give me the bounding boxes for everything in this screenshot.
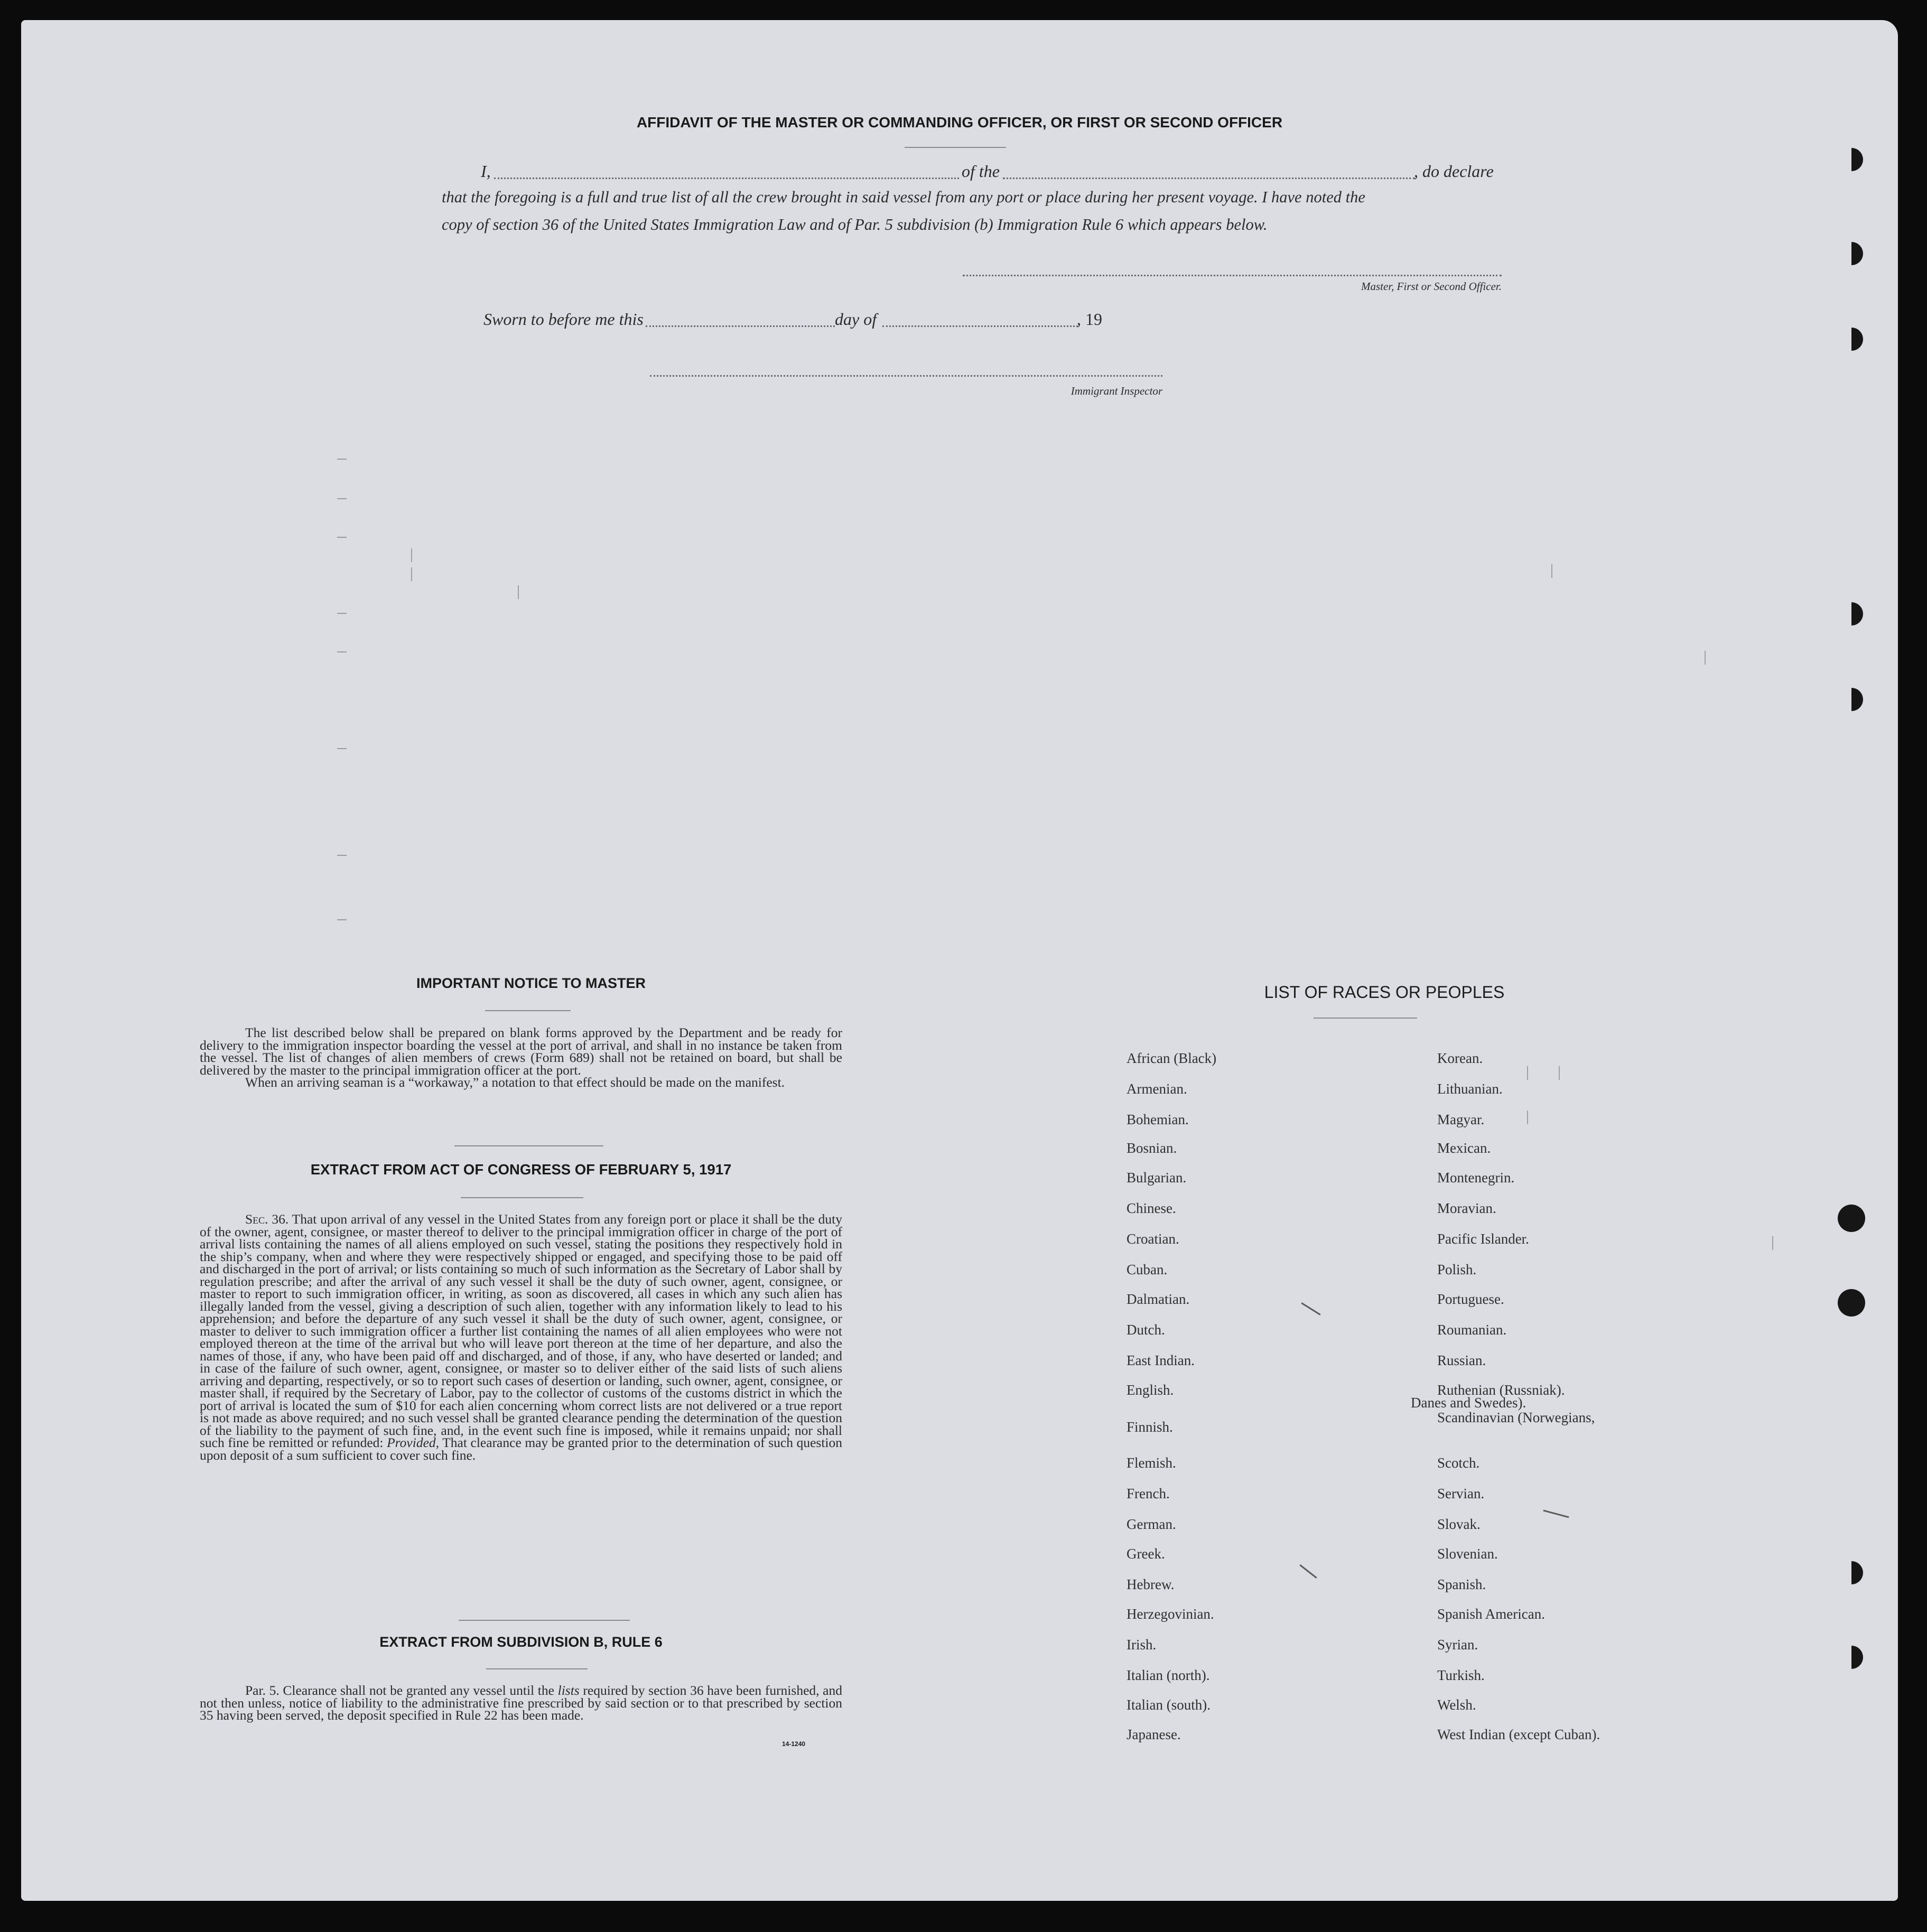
race-item: Polish. xyxy=(1437,1262,1477,1277)
sworn-day-line[interactable] xyxy=(646,325,835,327)
rule-title: EXTRACT FROM SUBDIVISION B, RULE 6 xyxy=(379,1634,663,1650)
bleed-tick xyxy=(337,537,347,538)
notice-paragraph-2: When an arriving seaman is a “workaway,” a notation to that effect should be made on the manifest. xyxy=(245,1075,785,1090)
race-item: Herzegovinian. xyxy=(1127,1606,1214,1622)
master-name-line[interactable] xyxy=(494,178,959,179)
race-item: Mexican. xyxy=(1437,1140,1491,1156)
section-divider xyxy=(454,1145,603,1146)
bleed-tick xyxy=(1705,651,1706,665)
notice-title: IMPORTANT NOTICE TO MASTER xyxy=(416,975,646,991)
binder-notch xyxy=(1840,148,1863,171)
binder-notch xyxy=(1840,1561,1863,1584)
race-item: East Indian. xyxy=(1127,1352,1195,1368)
race-item: Croatian. xyxy=(1127,1231,1179,1247)
rule-paragraph xyxy=(200,1684,842,1722)
bleed-tick xyxy=(411,548,412,562)
race-item: Japanese. xyxy=(1127,1726,1181,1742)
day-of-label: day of xyxy=(835,310,877,329)
race-item: Greek. xyxy=(1127,1546,1165,1562)
notice-paragraph-1: The list described below shall be prepared on blank forms approved by the Department and be ready for delivery to the immigration inspector boarding the vessel at the port of arrival, and shall in no instance be taken from the vessel. The list of changes of alien members of crews (Form 689) shall not be retained on board, but shall be delivered by the master to the principal immigration officer at the port. xyxy=(200,1025,842,1078)
bleed-tick xyxy=(337,498,347,499)
year-label: , 19 xyxy=(1077,310,1102,329)
bleed-tick xyxy=(337,855,347,856)
inspector-caption: Immigrant Inspector xyxy=(1070,385,1162,397)
affidavit-of-the-label: of the xyxy=(962,162,1000,181)
race-item: Scotch. xyxy=(1437,1455,1480,1471)
bleed-tick xyxy=(518,585,519,599)
notice-body xyxy=(200,1026,842,1089)
race-item: Montenegrin. xyxy=(1437,1170,1515,1186)
race-item: Finnish. xyxy=(1127,1419,1173,1435)
race-item: Welsh. xyxy=(1437,1697,1476,1713)
binder-notch xyxy=(1840,328,1863,351)
race-item: Spanish. xyxy=(1437,1576,1486,1592)
rule-text-a: Par. 5. Clearance shall not be granted any vessel until the xyxy=(245,1683,558,1698)
punch-hole xyxy=(1838,1289,1865,1317)
act-body-a: That upon arrival of any vessel in the United States from any foreign port or place it shall be the duty of the owner, agent, consignee, or master thereof to deliver to the principal immigration officer in charge of the port of arrival lists containing the names of all aliens employed on such vessel, stating the positions they respectively hold in the ship’s company, when and where they were respectively shipped or engaged, and specifying those to be paid off and discharged in the port of arrival; or lists containing so much of such information as the Secretary of Labor shall by regulation prescribe; and after the arrival of any such vessel it shall be the duty of such owner, agent, consignee, or master to report to such immigration officer, in writing, as soon as discovered, all cases in which any such alien has illegally landed from the vessel, giving a description of such alien, together with any information likely to lead to his apprehension; and before the departure of any such vessel it shall be the duty of such owner, agent, consignee, or master to deliver to such immigration officer a further list containing the names of all alien employees who were not employed thereon at the time of the arrival but who will leave port thereon at the time of her departure, and also the names of those, if any, who have been paid off and discharged, and of those, if any, who have deserted or landed; and in case of the failure of such owner, agent, consignee, or master so to deliver either of the said lists of such aliens arriving and departing, respectively, or so to report such cases of desertion or landing, such owner, agent, consignee, or master shall, if required by the Secretary of Labor, pay to the collector of customs of the customs district in which the port of arrival is located the sum of $10 for each alien concerning whom correct lists are not delivered or a true report is not made as above required; and no such vessel shall be granted clearance pending the determination of the question of the liability to the payment of such fine, and, in the event such fine is imposed, while it remains unpaid; nor shall such fine be remitted or refunded: xyxy=(200,1211,842,1450)
race-item: Lithuanian. xyxy=(1437,1081,1503,1097)
race-item: French. xyxy=(1127,1486,1170,1501)
form-page xyxy=(21,20,1898,1901)
section-divider-2 xyxy=(459,1620,630,1621)
race-item: Chinese. xyxy=(1127,1200,1176,1216)
affidavit-title: AFFIDAVIT OF THE MASTER OR COMMANDING OFFICER, OR FIRST OR SECOND OFFICER xyxy=(636,114,1283,130)
bleed-tick xyxy=(337,919,347,920)
bleed-tick xyxy=(411,567,412,581)
vessel-name-line[interactable] xyxy=(1003,178,1415,179)
race-item: Servian. xyxy=(1437,1486,1485,1501)
binder-notch xyxy=(1840,602,1863,626)
race-item: Hebrew. xyxy=(1127,1576,1175,1592)
notice-title-underline xyxy=(485,1010,571,1011)
act-title-underline xyxy=(461,1197,583,1198)
race-item: Dalmatian. xyxy=(1127,1291,1190,1307)
bleed-tick xyxy=(1527,1066,1528,1080)
bleed-tick xyxy=(1527,1110,1528,1124)
affidavit-text-line3: copy of section 36 of the United States Immigration Law and of Par. 5 subdivision (b) Immigration Rule 6 which appears below. xyxy=(442,216,1268,234)
speck-mark xyxy=(1299,1564,1317,1579)
master-signature-line[interactable] xyxy=(963,275,1502,276)
inspector-signature-line[interactable] xyxy=(650,375,1162,377)
title-underline xyxy=(905,147,1006,148)
act-section-36 xyxy=(200,1213,842,1461)
bleed-tick xyxy=(1559,1066,1560,1080)
lists-word: lists xyxy=(557,1683,580,1698)
bleed-tick xyxy=(337,459,347,460)
races-title-underline xyxy=(1314,1018,1417,1019)
race-item: Dutch. xyxy=(1127,1322,1165,1338)
race-item: Syrian. xyxy=(1437,1637,1478,1653)
affidavit-text-line2: that the foregoing is a full and true list of all the crew brought in said vessel from any port or place during her present voyage. I have noted the xyxy=(442,188,1365,206)
race-item: Scandinavian (Norwegians, xyxy=(1437,1410,1595,1425)
rule-title-underline xyxy=(486,1668,588,1669)
sworn-month-line[interactable] xyxy=(882,325,1078,327)
binder-notch xyxy=(1840,688,1863,711)
race-item: Italian (south). xyxy=(1127,1697,1211,1713)
race-item: Turkish. xyxy=(1437,1667,1485,1683)
affidavit-declare-label: , do declare xyxy=(1414,162,1494,181)
sworn-label: Sworn to before me this xyxy=(483,310,644,329)
race-item: Roumanian. xyxy=(1437,1322,1507,1338)
race-item: Cuban. xyxy=(1127,1262,1168,1277)
race-item: Ruthenian (Russniak). xyxy=(1437,1382,1565,1398)
bleed-tick xyxy=(1772,1236,1773,1250)
race-item: English. xyxy=(1127,1382,1174,1398)
race-item: Magyar. xyxy=(1437,1112,1485,1127)
race-item: West Indian (except Cuban). xyxy=(1437,1726,1600,1742)
race-item: Russian. xyxy=(1437,1352,1486,1368)
punch-hole xyxy=(1838,1205,1865,1232)
race-item: Flemish. xyxy=(1127,1455,1176,1471)
bleed-tick xyxy=(337,651,347,652)
speck-mark xyxy=(1301,1302,1320,1315)
provided-word: Provided, xyxy=(387,1435,440,1450)
race-item: Korean. xyxy=(1437,1050,1483,1066)
race-item: Portuguese. xyxy=(1437,1291,1504,1307)
affidavit-i-label: I, xyxy=(481,162,491,181)
races-title: LIST OF RACES OR PEOPLES xyxy=(1264,983,1505,1002)
race-item: African (Black) xyxy=(1127,1050,1217,1066)
race-item: Bohemian. xyxy=(1127,1112,1189,1127)
race-item-continuation: Danes and Swedes). xyxy=(1411,1395,1526,1411)
race-item: Spanish American. xyxy=(1437,1606,1545,1622)
bleed-tick xyxy=(337,748,347,749)
bleed-tick xyxy=(337,613,347,614)
race-item: German. xyxy=(1127,1516,1176,1532)
race-item: Pacific Islander. xyxy=(1437,1231,1529,1247)
race-item: Slovak. xyxy=(1437,1516,1481,1532)
form-number: 14-1240 xyxy=(782,1740,806,1748)
act-title: EXTRACT FROM ACT OF CONGRESS OF FEBRUARY 5, 1917 xyxy=(310,1161,732,1178)
master-signature-caption: Master, First or Second Officer. xyxy=(1361,280,1502,293)
speck-mark xyxy=(1543,1510,1569,1518)
race-item: Moravian. xyxy=(1437,1200,1496,1216)
race-item: Bulgarian. xyxy=(1127,1170,1187,1186)
section-label: Sec. 36. xyxy=(245,1211,289,1227)
binder-notch xyxy=(1840,242,1863,265)
binder-notch xyxy=(1840,1646,1863,1669)
race-item: Irish. xyxy=(1127,1637,1157,1653)
bleed-tick xyxy=(1551,564,1552,578)
rule-text-b: required by section 36 have been furnished, and not then unless, notice of liability to the administrative fine prescribed by said section or to that prescribed by section 35 having been served, the deposit specified in Rule 22 has been made. xyxy=(200,1683,842,1723)
race-item: Slovenian. xyxy=(1437,1546,1498,1562)
act-body-b: That clearance may be granted prior to the determination of such question upon deposit of a sum sufficient to cover such fine. xyxy=(200,1435,842,1463)
race-item: Bosnian. xyxy=(1127,1140,1177,1156)
race-item: Italian (north). xyxy=(1127,1667,1210,1683)
race-item: Armenian. xyxy=(1127,1081,1187,1097)
